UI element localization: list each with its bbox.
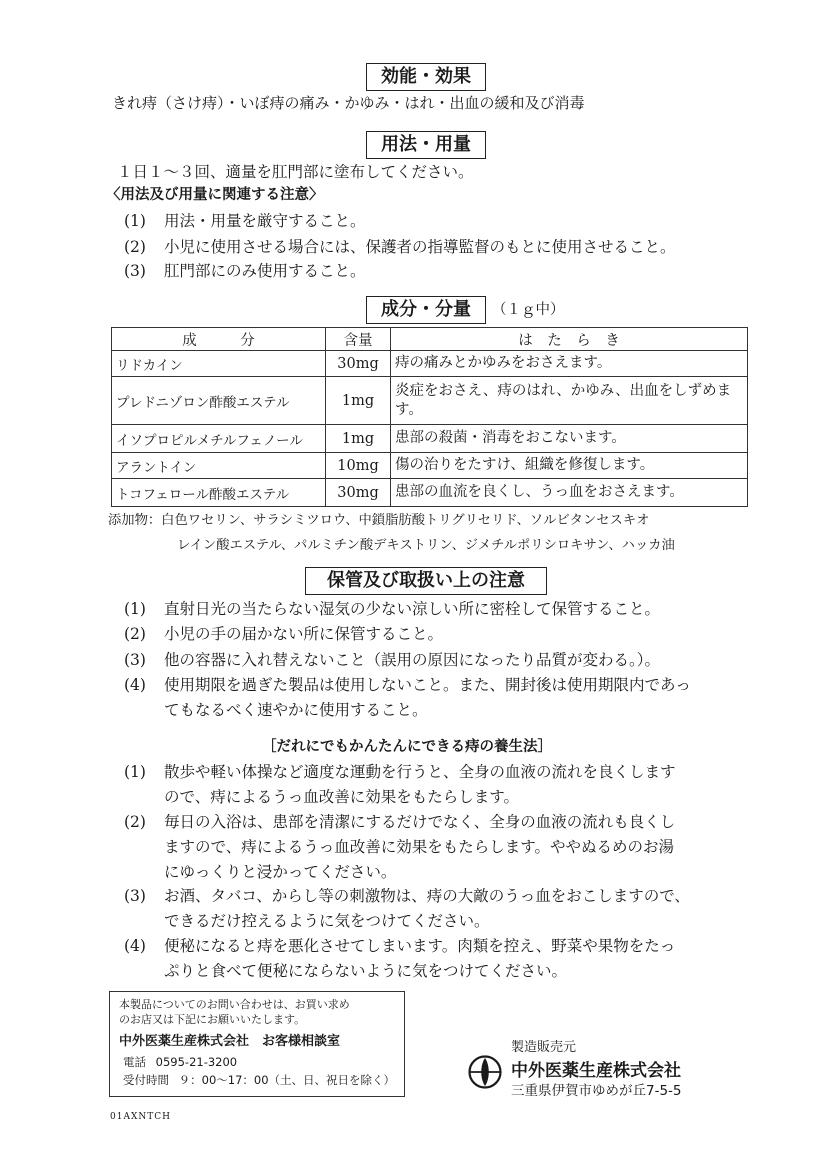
ingredient-name: イソプロピルメチルフェノール xyxy=(112,425,326,453)
ingredient-function: 炎症をおさえ、痔のはれ、かゆみ、出血をしずめます。 xyxy=(391,377,748,425)
item-text: 他の容器に入れ替えないこと（誤用の原因になったり品質が変わる。）。 xyxy=(164,651,661,669)
column-header-amount: 含量 xyxy=(326,328,391,351)
ingredient-name: アラントイン xyxy=(112,453,326,479)
table-row xyxy=(112,479,748,507)
note-text: 肛門部にのみ使用すること。 xyxy=(164,262,366,280)
item-number: (1) xyxy=(124,600,146,618)
phone-label: 電話 xyxy=(123,1055,146,1069)
item-text-continued: できるだけ控えるように気をつけてください。 xyxy=(164,912,490,930)
note-number: (2) xyxy=(124,238,146,256)
item-number: (4) xyxy=(124,676,146,694)
item-text: 毎日の入浴は、患部を清潔にするだけでなく、全身の血液の流れも良くし xyxy=(164,813,676,831)
table-row xyxy=(112,425,748,453)
ingredient-amount: 30mg xyxy=(326,479,391,507)
ingredients-table xyxy=(111,327,748,507)
document-code: 01AXNTCH xyxy=(110,1112,171,1122)
ingredient-amount: 1mg xyxy=(326,377,391,425)
additives-line-2: レイン酸エステル、パルミチン酸デキストリン、ジメチルポリシロキサン、ハッカ油 xyxy=(177,538,675,553)
contact-intro xyxy=(119,997,350,1027)
usage-heading: 用法・用量 xyxy=(366,131,486,159)
item-text: 使用期限を過ぎた製品は使用しないこと。また、開封後は使用期限内であっ xyxy=(164,676,691,694)
note-text: 小児に使用させる場合には、保護者の指導監督のもとに使用させること。 xyxy=(164,238,676,256)
usage-text: １日１～３回、適量を肛門部に塗布してください。 xyxy=(117,163,474,181)
chugai-logo-icon xyxy=(468,1055,502,1089)
contact-box xyxy=(109,991,405,1097)
maker-address: 三重県伊賀市ゆめが丘7-5-5 xyxy=(511,1083,682,1099)
item-text: 直射日光の当たらない湿気の少ない涼しい所に密栓して保管すること。 xyxy=(164,600,661,618)
ingredient-name: プレドニゾロン酢酸エステル xyxy=(112,377,326,425)
item-number: (3) xyxy=(124,887,146,905)
ingredient-name: リドカイン xyxy=(112,351,326,377)
item-text-continued: ので、痔によるうっ血改善に効果をもたらします。 xyxy=(164,788,519,806)
hours-value: ９：00～17：00（土、日、祝日を除く） xyxy=(178,1073,396,1087)
item-number: (1) xyxy=(124,763,146,781)
note-text: 用法・用量を厳守すること。 xyxy=(164,212,366,230)
table-header-row xyxy=(112,328,748,351)
contact-intro-line-2: のお店又は下記にお願いいたします。 xyxy=(119,1013,306,1026)
contact-intro-line-1: 本製品についてのお問い合わせは、お買い求め xyxy=(119,998,350,1011)
hours-label: 受付時間 xyxy=(123,1073,169,1087)
item-text-continued: てもなるべく速やかに使用すること。 xyxy=(164,701,428,719)
item-number: (2) xyxy=(124,813,146,831)
ingredients-per: （１ｇ中） xyxy=(492,302,565,318)
maker-label: 製造販売元 xyxy=(511,1040,577,1055)
contact-company-dept: 中外医薬生産株式会社 お客様相談室 xyxy=(119,1034,341,1049)
efficacy-text: きれ痔（さけ痔）・いぼ痔の痛み・かゆみ・はれ・出血の緩和及び消毒 xyxy=(112,94,585,112)
additives-line-1: 添加物：白色ワセリン、サラシミツロウ、中鎖脂肪酸トリグリセリド、ソルビタンセスキオ xyxy=(108,513,650,528)
maker-name: 中外医薬生産株式会社 xyxy=(511,1061,681,1081)
item-number: (4) xyxy=(124,937,146,955)
ingredient-amount: 30mg xyxy=(326,351,391,377)
item-text-continued: ますので、痔によるうっ血改善に効果をもたらします。ややぬるめのお湯 xyxy=(164,838,674,856)
item-text-continued: ぷりと食べて便秘にならないように気をつけてください。 xyxy=(164,962,568,980)
note-number: (3) xyxy=(124,262,146,280)
ingredient-function: 痔の痛みとかゆみをおさえます。 xyxy=(391,351,748,377)
column-header-function: は た ら き xyxy=(391,328,748,351)
item-text: 散歩や軽い体操など適度な運動を行うと、全身の血液の流れを良くします xyxy=(164,763,676,781)
item-text: 便秘になると痔を悪化させてしまいます。肉類を控え、野菜や果物をたっ xyxy=(164,937,676,955)
ingredient-function: 傷の治りをたすけ、組織を修復します。 xyxy=(391,453,748,479)
ingredient-amount: 10mg xyxy=(326,453,391,479)
contact-hours-row xyxy=(123,1072,395,1088)
contact-phone-row xyxy=(123,1054,237,1070)
column-header-name: 成 分 xyxy=(112,328,326,351)
item-number: (3) xyxy=(124,651,146,669)
efficacy-heading: 効能・効果 xyxy=(366,63,486,91)
item-text: お酒、タバコ、からし等の刺激物は、痔の大敵のうっ血をおこしますので、 xyxy=(164,887,690,905)
ingredient-name: トコフェロール酢酸エステル xyxy=(112,479,326,507)
usage-notes-title: 〈用法及び用量に関連する注意〉 xyxy=(106,187,324,203)
table-row xyxy=(112,377,748,425)
ingredient-function: 患部の血流を良くし、うっ血をおさえます。 xyxy=(391,479,748,507)
care-heading: ［だれにでもかんたんにできる痔の養生法］ xyxy=(262,739,552,755)
item-number: (2) xyxy=(124,625,146,643)
item-text: 小児の手の届かない所に保管すること。 xyxy=(164,625,444,643)
phone-number: 0595-21-3200 xyxy=(155,1055,238,1069)
table-row xyxy=(112,453,748,479)
storage-heading: 保管及び取扱い上の注意 xyxy=(305,567,547,595)
ingredients-heading: 成分・分量 xyxy=(366,296,486,324)
note-number: (1) xyxy=(124,212,146,230)
ingredient-amount: 1mg xyxy=(326,425,391,453)
table-row xyxy=(112,351,748,377)
item-text-continued: にゆっくりと浸かってください。 xyxy=(164,863,397,881)
ingredient-function: 患部の殺菌・消毒をおこないます。 xyxy=(391,425,748,453)
